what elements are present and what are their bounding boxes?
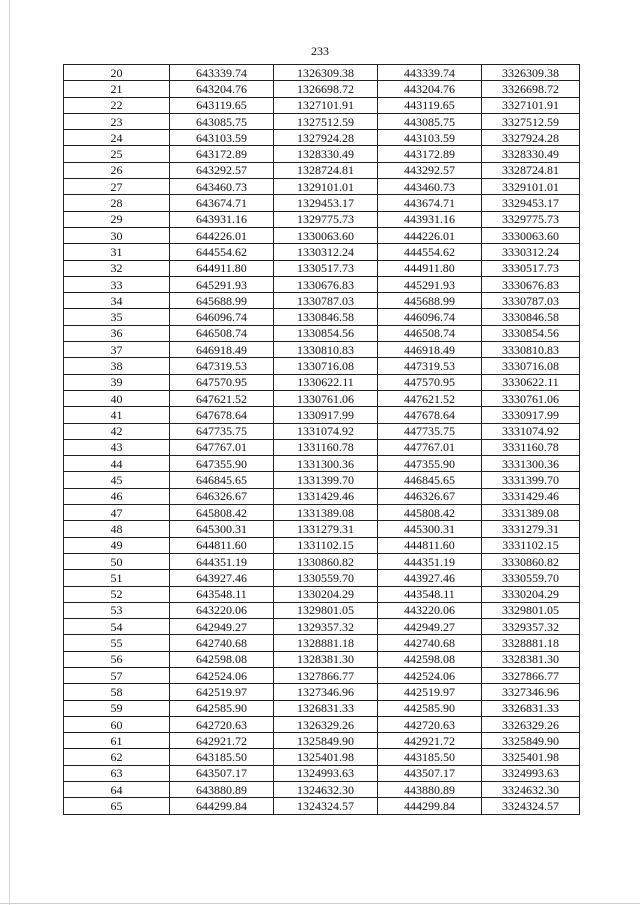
table-row [64,260,580,276]
x-coordinate-cell: 643185.50 [170,749,274,765]
table-row [64,472,580,488]
x-local-cell: 443172.89 [378,146,482,162]
y-local-cell: 3327101.91 [482,97,580,113]
x-local-cell: 444226.01 [378,227,482,243]
table-row [64,765,580,781]
scan-bottom-edge [0,903,640,904]
page-number: 233 [311,44,329,58]
y-coordinate-cell: 1328881.18 [274,635,378,651]
x-local-cell: 444299.84 [378,798,482,814]
x-local-cell: 447678.64 [378,407,482,423]
x-local-cell: 447621.52 [378,390,482,406]
table-row [64,684,580,700]
y-coordinate-cell: 1330622.11 [274,374,378,390]
x-coordinate-cell: 643927.46 [170,570,274,586]
table-row [64,309,580,325]
point-number-cell: 46 [64,488,170,504]
x-coordinate-cell: 643339.74 [170,65,274,81]
point-number-cell: 52 [64,586,170,602]
y-coordinate-cell: 1329101.01 [274,179,378,195]
y-coordinate-cell: 1331102.15 [274,537,378,553]
y-coordinate-cell: 1330517.73 [274,260,378,276]
table-row [64,570,580,586]
x-local-cell: 446508.74 [378,325,482,341]
x-coordinate-cell: 643460.73 [170,179,274,195]
point-number-cell: 51 [64,570,170,586]
y-coordinate-cell: 1324324.57 [274,798,378,814]
y-coordinate-cell: 1330917.99 [274,407,378,423]
point-number-cell: 44 [64,456,170,472]
y-local-cell: 3330854.56 [482,325,580,341]
point-number-cell: 53 [64,602,170,618]
y-coordinate-cell: 1324993.63 [274,765,378,781]
point-number-cell: 45 [64,472,170,488]
table-row [64,635,580,651]
x-local-cell: 442720.63 [378,716,482,732]
x-local-cell: 443460.73 [378,179,482,195]
y-local-cell: 3329357.32 [482,619,580,635]
x-coordinate-cell: 647621.52 [170,390,274,406]
y-coordinate-cell: 1329801.05 [274,602,378,618]
x-coordinate-cell: 646096.74 [170,309,274,325]
y-coordinate-cell: 1330787.03 [274,293,378,309]
table-row [64,374,580,390]
y-local-cell: 3329453.17 [482,195,580,211]
table-row [64,244,580,260]
x-coordinate-cell: 643548.11 [170,586,274,602]
x-local-cell: 443085.75 [378,113,482,129]
y-local-cell: 3327924.28 [482,130,580,146]
x-local-cell: 443103.59 [378,130,482,146]
x-coordinate-cell: 646918.49 [170,342,274,358]
point-number-cell: 42 [64,423,170,439]
point-number-cell: 26 [64,162,170,178]
y-local-cell: 3331279.31 [482,521,580,537]
point-number-cell: 61 [64,733,170,749]
x-coordinate-cell: 646326.67 [170,488,274,504]
x-local-cell: 443507.17 [378,765,482,781]
table-row [64,798,580,814]
x-local-cell: 443880.89 [378,782,482,798]
x-coordinate-cell: 645291.93 [170,276,274,292]
point-number-cell: 65 [64,798,170,814]
scan-left-edge [9,0,10,905]
x-local-cell: 447767.01 [378,439,482,455]
table-row [64,602,580,618]
table-row [64,537,580,553]
table-row [64,342,580,358]
x-local-cell: 442598.08 [378,651,482,667]
x-coordinate-cell: 642720.63 [170,716,274,732]
point-number-cell: 56 [64,651,170,667]
y-coordinate-cell: 1329775.73 [274,211,378,227]
table-row [64,227,580,243]
point-number-cell: 57 [64,667,170,683]
y-local-cell: 3331160.78 [482,439,580,455]
point-number-cell: 35 [64,309,170,325]
point-number-cell: 23 [64,113,170,129]
table-row [64,733,580,749]
table-row [64,65,580,81]
x-local-cell: 443292.57 [378,162,482,178]
y-local-cell: 3331102.15 [482,537,580,553]
table-row [64,619,580,635]
x-local-cell: 444911.80 [378,260,482,276]
y-local-cell: 3330312.24 [482,244,580,260]
x-coordinate-cell: 643507.17 [170,765,274,781]
x-coordinate-cell: 647355.90 [170,456,274,472]
x-coordinate-cell: 644911.80 [170,260,274,276]
y-coordinate-cell: 1331160.78 [274,439,378,455]
y-local-cell: 3329775.73 [482,211,580,227]
point-number-cell: 27 [64,179,170,195]
table-row [64,651,580,667]
y-coordinate-cell: 1331074.92 [274,423,378,439]
y-local-cell: 3330716.08 [482,358,580,374]
y-coordinate-cell: 1325849.90 [274,733,378,749]
point-number-cell: 28 [64,195,170,211]
x-local-cell: 442519.97 [378,684,482,700]
point-number-cell: 64 [64,782,170,798]
table-row [64,423,580,439]
x-local-cell: 442949.27 [378,619,482,635]
y-local-cell: 3330559.70 [482,570,580,586]
y-local-cell: 3325849.90 [482,733,580,749]
x-local-cell: 446096.74 [378,309,482,325]
y-coordinate-cell: 1330063.60 [274,227,378,243]
y-coordinate-cell: 1330810.83 [274,342,378,358]
x-local-cell: 442921.72 [378,733,482,749]
table-row [64,716,580,732]
point-number-cell: 24 [64,130,170,146]
x-coordinate-cell: 644351.19 [170,553,274,569]
x-local-cell: 443339.74 [378,65,482,81]
y-local-cell: 3326309.38 [482,65,580,81]
y-coordinate-cell: 1330676.83 [274,276,378,292]
y-local-cell: 3324632.30 [482,782,580,798]
y-local-cell: 3324993.63 [482,765,580,781]
x-local-cell: 443185.50 [378,749,482,765]
x-local-cell: 442585.90 [378,700,482,716]
table-row [64,700,580,716]
table-row [64,146,580,162]
point-number-cell: 48 [64,521,170,537]
table-row [64,586,580,602]
x-coordinate-cell: 647767.01 [170,439,274,455]
y-local-cell: 3330063.60 [482,227,580,243]
table-row [64,325,580,341]
x-local-cell: 447570.95 [378,374,482,390]
x-local-cell: 445688.99 [378,293,482,309]
y-coordinate-cell: 1330854.56 [274,325,378,341]
y-coordinate-cell: 1326329.26 [274,716,378,732]
y-coordinate-cell: 1325401.98 [274,749,378,765]
y-coordinate-cell: 1328724.81 [274,162,378,178]
x-local-cell: 443220.06 [378,602,482,618]
x-coordinate-cell: 645688.99 [170,293,274,309]
table-row [64,505,580,521]
x-local-cell: 444554.62 [378,244,482,260]
x-coordinate-cell: 643880.89 [170,782,274,798]
table-row [64,407,580,423]
point-number-cell: 54 [64,619,170,635]
point-number-cell: 21 [64,81,170,97]
table-row [64,130,580,146]
table-row [64,162,580,178]
point-number-cell: 50 [64,553,170,569]
x-coordinate-cell: 642598.08 [170,651,274,667]
y-coordinate-cell: 1330559.70 [274,570,378,586]
point-number-cell: 36 [64,325,170,341]
point-number-cell: 22 [64,97,170,113]
x-coordinate-cell: 642524.06 [170,667,274,683]
y-coordinate-cell: 1331300.36 [274,456,378,472]
point-number-cell: 39 [64,374,170,390]
y-coordinate-cell: 1330204.29 [274,586,378,602]
table-row [64,113,580,129]
x-coordinate-cell: 644811.60 [170,537,274,553]
x-local-cell: 446918.49 [378,342,482,358]
point-number-cell: 63 [64,765,170,781]
point-number-cell: 55 [64,635,170,651]
x-coordinate-cell: 646845.65 [170,472,274,488]
point-number-cell: 31 [64,244,170,260]
point-number-cell: 49 [64,537,170,553]
point-number-cell: 58 [64,684,170,700]
point-number-cell: 20 [64,65,170,81]
y-local-cell: 3327512.59 [482,113,580,129]
x-coordinate-cell: 643292.57 [170,162,274,178]
y-coordinate-cell: 1330716.08 [274,358,378,374]
y-local-cell: 3330917.99 [482,407,580,423]
y-coordinate-cell: 1327512.59 [274,113,378,129]
x-local-cell: 447355.90 [378,456,482,472]
x-coordinate-cell: 647735.75 [170,423,274,439]
x-coordinate-cell: 647570.95 [170,374,274,390]
x-local-cell: 445291.93 [378,276,482,292]
point-number-cell: 32 [64,260,170,276]
x-local-cell: 447735.75 [378,423,482,439]
x-coordinate-cell: 646508.74 [170,325,274,341]
table-row [64,179,580,195]
x-local-cell: 442740.68 [378,635,482,651]
table-row [64,488,580,504]
x-local-cell: 446326.67 [378,488,482,504]
y-coordinate-cell: 1330846.58 [274,309,378,325]
y-coordinate-cell: 1331279.31 [274,521,378,537]
table-row [64,211,580,227]
y-coordinate-cell: 1326698.72 [274,81,378,97]
table-row [64,553,580,569]
x-local-cell: 447319.53 [378,358,482,374]
point-number-cell: 33 [64,276,170,292]
x-coordinate-cell: 642585.90 [170,700,274,716]
table-row [64,97,580,113]
point-number-cell: 60 [64,716,170,732]
y-coordinate-cell: 1331399.70 [274,472,378,488]
x-coordinate-cell: 644226.01 [170,227,274,243]
point-number-cell: 34 [64,293,170,309]
y-coordinate-cell: 1329453.17 [274,195,378,211]
y-local-cell: 3331429.46 [482,488,580,504]
x-coordinate-cell: 644554.62 [170,244,274,260]
y-coordinate-cell: 1327346.96 [274,684,378,700]
x-coordinate-cell: 643103.59 [170,130,274,146]
table-row [64,195,580,211]
y-local-cell: 3326698.72 [482,81,580,97]
x-local-cell: 443927.46 [378,570,482,586]
x-coordinate-cell: 642949.27 [170,619,274,635]
y-local-cell: 3330676.83 [482,276,580,292]
y-local-cell: 3330517.73 [482,260,580,276]
table-row [64,667,580,683]
table-row [64,276,580,292]
x-local-cell: 444811.60 [378,537,482,553]
x-coordinate-cell: 644299.84 [170,798,274,814]
x-local-cell: 445808.42 [378,505,482,521]
x-coordinate-cell: 642519.97 [170,684,274,700]
table-row [64,390,580,406]
x-coordinate-cell: 645808.42 [170,505,274,521]
y-local-cell: 3329101.01 [482,179,580,195]
x-local-cell: 443548.11 [378,586,482,602]
x-local-cell: 442524.06 [378,667,482,683]
y-coordinate-cell: 1328330.49 [274,146,378,162]
point-number-cell: 37 [64,342,170,358]
y-local-cell: 3331074.92 [482,423,580,439]
y-coordinate-cell: 1329357.32 [274,619,378,635]
y-local-cell: 3331300.36 [482,456,580,472]
y-local-cell: 3328881.18 [482,635,580,651]
table-row [64,358,580,374]
point-number-cell: 59 [64,700,170,716]
y-coordinate-cell: 1326831.33 [274,700,378,716]
x-coordinate-cell: 647678.64 [170,407,274,423]
y-coordinate-cell: 1327924.28 [274,130,378,146]
y-local-cell: 3326831.33 [482,700,580,716]
point-number-cell: 38 [64,358,170,374]
x-coordinate-cell: 645300.31 [170,521,274,537]
y-coordinate-cell: 1331389.08 [274,505,378,521]
y-local-cell: 3328724.81 [482,162,580,178]
point-number-cell: 41 [64,407,170,423]
x-coordinate-cell: 642740.68 [170,635,274,651]
x-coordinate-cell: 647319.53 [170,358,274,374]
y-local-cell: 3328330.49 [482,146,580,162]
y-local-cell: 3330810.83 [482,342,580,358]
y-local-cell: 3330622.11 [482,374,580,390]
y-coordinate-cell: 1330761.06 [274,390,378,406]
y-local-cell: 3330787.03 [482,293,580,309]
x-coordinate-cell: 643119.65 [170,97,274,113]
y-coordinate-cell: 1330860.82 [274,553,378,569]
y-coordinate-cell: 1328381.30 [274,651,378,667]
point-number-cell: 40 [64,390,170,406]
x-local-cell: 444351.19 [378,553,482,569]
x-coordinate-cell: 643085.75 [170,113,274,129]
table-row [64,293,580,309]
y-local-cell: 3330761.06 [482,390,580,406]
y-local-cell: 3327346.96 [482,684,580,700]
y-local-cell: 3331389.08 [482,505,580,521]
y-local-cell: 3330860.82 [482,553,580,569]
y-local-cell: 3330846.58 [482,309,580,325]
y-coordinate-cell: 1324632.30 [274,782,378,798]
x-coordinate-cell: 643204.76 [170,81,274,97]
x-local-cell: 443119.65 [378,97,482,113]
y-coordinate-cell: 1327101.91 [274,97,378,113]
table-row [64,81,580,97]
x-local-cell: 446845.65 [378,472,482,488]
table-row [64,456,580,472]
point-number-cell: 43 [64,439,170,455]
point-number-cell: 29 [64,211,170,227]
coordinates-table-body [64,65,580,815]
x-local-cell: 443204.76 [378,81,482,97]
point-number-cell: 47 [64,505,170,521]
x-coordinate-cell: 643172.89 [170,146,274,162]
y-coordinate-cell: 1331429.46 [274,488,378,504]
y-local-cell: 3324324.57 [482,798,580,814]
y-local-cell: 3327866.77 [482,667,580,683]
x-coordinate-cell: 643931.16 [170,211,274,227]
table-row [64,749,580,765]
y-local-cell: 3325401.98 [482,749,580,765]
x-local-cell: 443931.16 [378,211,482,227]
x-coordinate-cell: 642921.72 [170,733,274,749]
y-local-cell: 3326329.26 [482,716,580,732]
point-number-cell: 62 [64,749,170,765]
y-local-cell: 3331399.70 [482,472,580,488]
y-coordinate-cell: 1326309.38 [274,65,378,81]
x-coordinate-cell: 643674.71 [170,195,274,211]
table-row [64,782,580,798]
table-row [64,521,580,537]
y-coordinate-cell: 1330312.24 [274,244,378,260]
y-coordinate-cell: 1327866.77 [274,667,378,683]
y-local-cell: 3328381.30 [482,651,580,667]
table-row [64,439,580,455]
x-local-cell: 445300.31 [378,521,482,537]
x-local-cell: 443674.71 [378,195,482,211]
point-number-cell: 25 [64,146,170,162]
y-local-cell: 3330204.29 [482,586,580,602]
point-number-cell: 30 [64,227,170,243]
x-coordinate-cell: 643220.06 [170,602,274,618]
coordinates-table [63,64,580,815]
y-local-cell: 3329801.05 [482,602,580,618]
